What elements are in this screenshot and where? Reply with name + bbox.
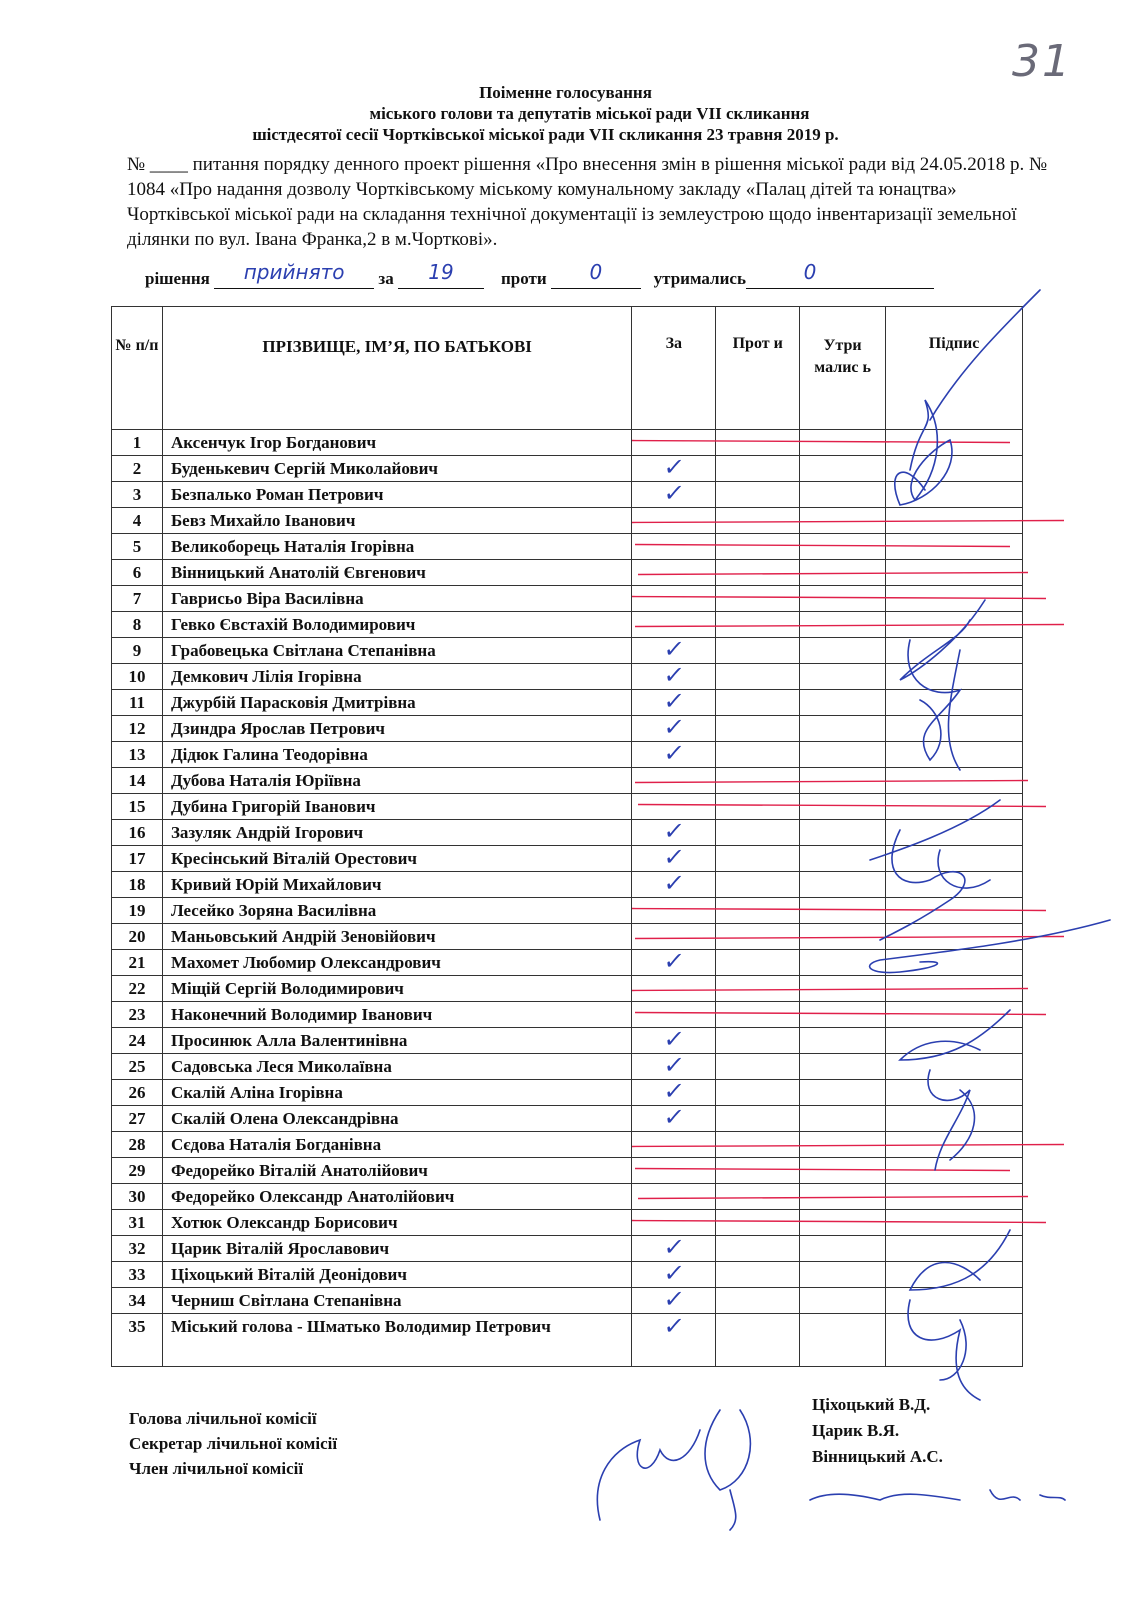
strike-line <box>635 545 1010 547</box>
chair-name: Ціхоцький В.Д. <box>812 1395 931 1414</box>
row-number: 9 <box>112 638 163 664</box>
row-name: Дідюк Галина Теодорівна <box>162 742 631 768</box>
row-name: Ціхоцький Віталій Деонідович <box>162 1262 631 1288</box>
row-name: Федорейко Олександр Анатолійович <box>162 1184 631 1210</box>
check-mark-icon: ✓ <box>661 1025 686 1053</box>
header-num: № п/п <box>112 307 163 430</box>
strike-line <box>632 597 1046 599</box>
check-mark-icon: ✓ <box>661 1312 686 1340</box>
row-name: Махомет Любомир Олександрович <box>162 950 631 976</box>
row-name: Садовська Леся Миколаївна <box>162 1054 631 1080</box>
header-against: Прот и <box>716 307 800 430</box>
row-name: Черниш Світлана Степанівна <box>162 1288 631 1314</box>
decision-result: прийнято <box>243 260 345 284</box>
check-mark-icon: ✓ <box>661 843 686 871</box>
row-name: Аксенчук Ігор Богданович <box>162 430 631 456</box>
row-number: 5 <box>112 534 163 560</box>
row-number: 31 <box>112 1210 163 1236</box>
row-number: 8 <box>112 612 163 638</box>
signature-scribble-1 <box>895 290 1040 505</box>
row-number: 3 <box>112 482 163 508</box>
row-number: 11 <box>112 690 163 716</box>
row-number: 33 <box>112 1262 163 1288</box>
signature-scribble-3 <box>870 800 1000 940</box>
row-name: Демкович Лілія Ігорівна <box>162 664 631 690</box>
check-mark-icon: ✓ <box>661 635 686 663</box>
row-number: 7 <box>112 586 163 612</box>
check-mark-icon: ✓ <box>661 479 686 507</box>
row-number: 28 <box>112 1132 163 1158</box>
row-number: 32 <box>112 1236 163 1262</box>
check-mark-icon: ✓ <box>661 947 686 975</box>
row-name: Міський голова - Шматько Володимир Петрович <box>162 1314 631 1367</box>
row-number: 16 <box>112 820 163 846</box>
secretary-label: Секретар лічильної комісії <box>129 1434 338 1453</box>
check-mark-icon: ✓ <box>661 1259 686 1287</box>
abstain-label: утримались <box>653 269 746 288</box>
strike-line <box>632 521 1064 523</box>
row-name: Буденькевич Сергій Миколайович <box>162 456 631 482</box>
row-name: Зазуляк Андрій Ігорович <box>162 820 631 846</box>
row-number: 12 <box>112 716 163 742</box>
check-mark-icon: ✓ <box>661 1103 686 1131</box>
row-number: 2 <box>112 456 163 482</box>
row-number: 35 <box>112 1314 163 1367</box>
check-mark-icon: ✓ <box>661 713 686 741</box>
row-name: Вінницький Анатолій Євгенович <box>162 560 631 586</box>
check-mark-icon: ✓ <box>661 1233 686 1261</box>
row-name: Дубова Наталія Юріївна <box>162 768 631 794</box>
row-name: Грабовецька Світлана Степанівна <box>162 638 631 664</box>
against-count: 0 <box>589 260 603 284</box>
member-name: Вінницький А.С. <box>812 1447 943 1466</box>
strike-line <box>638 805 1046 807</box>
row-number: 10 <box>112 664 163 690</box>
row-name: Кресінський Віталій Орестович <box>162 846 631 872</box>
row-name: Кривий Юрій Михайлович <box>162 872 631 898</box>
row-number: 30 <box>112 1184 163 1210</box>
chair-label: Голова лічильної комісії <box>129 1409 317 1428</box>
header-abstain: Утри малис ь <box>800 307 886 430</box>
strike-line <box>635 781 1028 783</box>
row-name: Дзиндра Ярослав Петрович <box>162 716 631 742</box>
signature-scribble-4 <box>870 920 1110 973</box>
header-signature: Підпис <box>886 307 1023 430</box>
row-name: Міщій Сергій Володимирович <box>162 976 631 1002</box>
strike-line <box>632 989 1028 991</box>
row-name: Федорейко Віталій Анатолійович <box>162 1158 631 1184</box>
check-mark-icon: ✓ <box>661 869 686 897</box>
strike-line <box>635 937 1064 939</box>
row-number: 1 <box>112 430 163 456</box>
signature-scribble-5 <box>900 1010 1010 1170</box>
row-number: 25 <box>112 1054 163 1080</box>
for-count: 19 <box>428 260 454 284</box>
row-number: 21 <box>112 950 163 976</box>
page-number: 31 <box>1012 36 1072 87</box>
strike-line <box>632 441 1010 443</box>
check-mark-icon: ✓ <box>661 661 686 689</box>
header-session: шістдесятої сесії Чортківської міської ради VІІ скликання 23 травня 2019 р. <box>252 125 839 144</box>
row-number: 26 <box>112 1080 163 1106</box>
agenda-question: № ____ питання порядку денного проект рішення «Про внесення змін в рішення міської ради від 24.05.2018 р. № 1084 «Про надання дозволу Чортківському міському комунальному закладу «Палац дітей та юнацтва» Чортківської міської ради на складання технічної документації із землеустрою щодо інвентаризації земельної ділянки по вул. Івана Франка,2 в м.Чорткові». <box>127 154 1048 250</box>
strike-line <box>632 1221 1046 1223</box>
header-subtitle: міського голови та депутатів міської ради VІІ скликання <box>369 104 810 123</box>
row-name: Наконечний Володимир Іванович <box>162 1002 631 1028</box>
row-number: 24 <box>112 1028 163 1054</box>
strike-line <box>638 1197 1028 1199</box>
strike-lines <box>632 441 1064 1223</box>
commission-labels <box>129 1406 337 1481</box>
row-number: 29 <box>112 1158 163 1184</box>
strike-line <box>632 909 1046 911</box>
header-title: Поіменне голосування <box>479 83 652 102</box>
row-number: 27 <box>112 1106 163 1132</box>
strike-line <box>635 1169 1010 1171</box>
row-name: Гаврисьо Віра Василівна <box>162 586 631 612</box>
check-mark-icon: ✓ <box>661 1077 686 1105</box>
check-mark-icon: ✓ <box>661 739 686 767</box>
row-number: 19 <box>112 898 163 924</box>
strike-line <box>638 573 1028 575</box>
row-number: 22 <box>112 976 163 1002</box>
row-number: 18 <box>112 872 163 898</box>
strike-line <box>635 1013 1046 1015</box>
row-name: Дубина Григорій Іванович <box>162 794 631 820</box>
check-mark-icon: ✓ <box>661 817 686 845</box>
strike-line <box>632 1145 1064 1147</box>
check-mark-icon: ✓ <box>661 453 686 481</box>
header-name: ПРІЗВИЩЕ, ІМ’Я, ПО БАТЬКОВІ <box>162 307 631 430</box>
row-name: Маньовський Андрій Зеновійович <box>162 924 631 950</box>
row-name: Джурбій Парасковія Дмитрівна <box>162 690 631 716</box>
check-mark-icon: ✓ <box>661 687 686 715</box>
row-name: Безпалько Роман Петрович <box>162 482 631 508</box>
row-number: 34 <box>112 1288 163 1314</box>
header-for: За <box>632 307 716 430</box>
row-number: 17 <box>112 846 163 872</box>
strike-line <box>635 625 1064 627</box>
commission-names <box>812 1392 943 1470</box>
row-number: 4 <box>112 508 163 534</box>
row-number: 15 <box>112 794 163 820</box>
row-name: Великоборець Наталія Ігорівна <box>162 534 631 560</box>
row-name: Царик Віталій Ярославович <box>162 1236 631 1262</box>
member-label: Член лічильної комісії <box>129 1459 304 1478</box>
row-number: 23 <box>112 1002 163 1028</box>
secretary-name: Царик В.Я. <box>812 1421 900 1440</box>
for-label: за <box>378 269 394 288</box>
row-name: Хотюк Олександр Борисович <box>162 1210 631 1236</box>
decision-label: рішення <box>145 269 210 288</box>
row-number: 14 <box>112 768 163 794</box>
row-number: 20 <box>112 924 163 950</box>
signature-scribble-6 <box>908 1230 1010 1400</box>
signature-scribble-8 <box>810 1490 1065 1500</box>
row-name: Скалій Олена Олександрівна <box>162 1106 631 1132</box>
row-name: Просинюк Алла Валентинівна <box>162 1028 631 1054</box>
row-name: Скалій Аліна Ігорівна <box>162 1080 631 1106</box>
row-name: Гевко Євстахій Володимирович <box>162 612 631 638</box>
row-name: Бевз Михайло Іванович <box>162 508 631 534</box>
check-mark-icon: ✓ <box>661 1051 686 1079</box>
row-number: 6 <box>112 560 163 586</box>
against-label: проти <box>500 269 547 288</box>
row-name: Сєдова Наталія Богданівна <box>162 1132 631 1158</box>
signature-scribble-7 <box>597 1410 750 1530</box>
row-number: 13 <box>112 742 163 768</box>
abstain-count: 0 <box>803 260 817 284</box>
check-mark-icon: ✓ <box>661 1285 686 1313</box>
row-name: Лесейко Зоряна Василівна <box>162 898 631 924</box>
